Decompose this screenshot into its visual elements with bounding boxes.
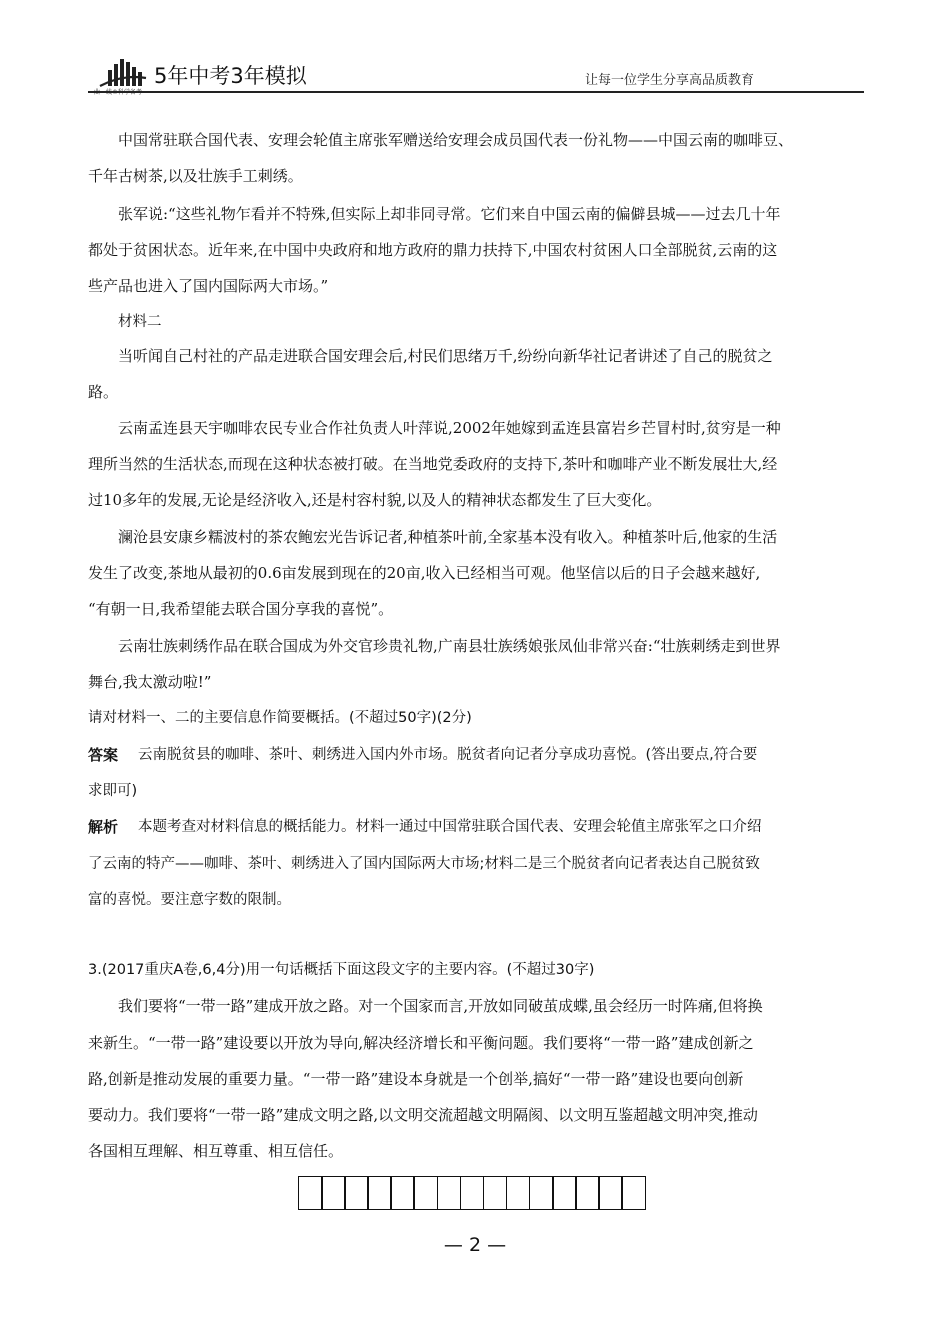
material-two-paragraph: 理所当然的生活状态,而现在这种状态被打破。在当地党委政府的支持下,茶叶和咖啡产业不断发展壮大,经 bbox=[88, 455, 778, 473]
answer-box-cell[interactable] bbox=[460, 1176, 485, 1210]
material-two-paragraph: 过10多年的发展,无论是经济收入,还是村容村貌,以及人的精神状态都发生了巨大变化。 bbox=[88, 491, 662, 509]
material-two-paragraph: 发生了改变,茶地从最初的0.6亩发展到现在的20亩,收入已经相当可观。他坚信以后的日子会越来越好, bbox=[88, 564, 761, 582]
passage-line: 来新生。“一带一路”建设要以开放为导向,解决经济增长和平衡问题。我们要将“一带一路”建成创新之 bbox=[88, 1034, 754, 1052]
page-number: — 2 — bbox=[443, 1234, 507, 1256]
answer-box-cell[interactable] bbox=[506, 1176, 531, 1210]
material-one-paragraph: 都处于贫困状态。近年来,在中国中央政府和地方政府的鼎力扶持下,中国农村贫困人口全部脱贫,云南的这 bbox=[88, 241, 778, 259]
passage-line: 路,创新是推动发展的重要力量。“一带一路”建设本身就是一个创举,搞好“一带一路”建设也要向创新 bbox=[88, 1070, 744, 1088]
answer-box-cell[interactable] bbox=[321, 1176, 346, 1210]
analysis-text: 本题考查对材料信息的概括能力。材料一通过中国常驻联合国代表、安理会轮值主席张军之口介绍 bbox=[138, 819, 762, 835]
passage-line: 要动力。我们要将“一带一路”建成文明之路,以文明交流超越文明隔阂、以文明互鉴超越文明冲突,推动 bbox=[88, 1106, 758, 1124]
material-two-paragraph: 云南壮族刺绣作品在联合国成为外交官珍贵礼物,广南县壮族绣娘张凤仙非常兴奋:“壮族刺绣走到世界 bbox=[118, 637, 781, 655]
answer-box-cell[interactable] bbox=[552, 1176, 577, 1210]
answer-box-cell[interactable] bbox=[344, 1176, 369, 1210]
material-two-paragraph: “有朝一日,我希望能去联合国分享我的喜悦”。 bbox=[88, 600, 394, 618]
building-logo-icon bbox=[98, 56, 148, 90]
material-two-heading: 材料二 bbox=[118, 314, 162, 330]
analysis-label: 解析 bbox=[88, 818, 119, 836]
passage-line: 我们要将“一带一路”建成开放之路。对一个国家而言,开放如同破茧成蝶,虽会经历一时阵痛,但将换 bbox=[118, 997, 763, 1015]
answer-box-cell[interactable] bbox=[367, 1176, 392, 1210]
answer-box-cell[interactable] bbox=[529, 1176, 554, 1210]
material-one-paragraph: 千年古树茶,以及壮族手工刺绣。 bbox=[88, 167, 303, 185]
answer-box-cell[interactable] bbox=[575, 1176, 600, 1210]
analysis-text: 了云南的特产——咖啡、茶叶、刺绣进入了国内国际两大市场;材料二是三个脱贫者向记者表达自己脱贫致 bbox=[88, 856, 760, 872]
answer-label: 答案 bbox=[88, 746, 119, 764]
question-prompt: 请对材料一、二的主要信息作简要概括。(不超过50字)(2分) bbox=[88, 710, 472, 726]
question-stem: 3.(2017重庆A卷,6,4分)用一句话概括下面这段文字的主要内容。(不超过30字) bbox=[88, 962, 595, 978]
answer-box-cell[interactable] bbox=[298, 1176, 323, 1210]
answer-box-cell[interactable] bbox=[598, 1176, 623, 1210]
page-header bbox=[88, 52, 864, 92]
answer-box-cell[interactable] bbox=[390, 1176, 415, 1210]
passage-line: 各国相互理解、相互尊重、相互信任。 bbox=[88, 1142, 344, 1160]
answer-text: 云南脱贫县的咖啡、茶叶、刺绣进入国内外市场。脱贫者向记者分享成功喜悦。(答出要点,符合要 bbox=[138, 747, 758, 763]
answer-box-cell[interactable] bbox=[437, 1176, 462, 1210]
answer-box-grid[interactable] bbox=[298, 1176, 655, 1212]
header-slogan: 让每一位学生分享高品质教育 bbox=[584, 73, 754, 88]
analysis-text: 富的喜悦。要注意字数的限制。 bbox=[88, 892, 291, 908]
material-two-paragraph: 当听闻自己村社的产品走进联合国安理会后,村民们思绪万千,纷纷向新华社记者讲述了自己的脱贫之 bbox=[118, 347, 773, 365]
material-one-paragraph: 张军说:“这些礼物乍看并不特殊,但实际上却非同寻常。它们来自中国云南的偏僻县城——过去几十年 bbox=[118, 205, 781, 223]
material-one-paragraph: 些产品也进入了国内国际两大市场。” bbox=[88, 277, 329, 295]
material-one-paragraph: 中国常驻联合国代表、安理会轮值主席张军赠送给安理会成员国代表一份礼物——中国云南的咖啡豆、 bbox=[118, 131, 794, 149]
material-two-paragraph: 舞台,我太激动啦!” bbox=[88, 673, 212, 691]
answer-box-cell[interactable] bbox=[621, 1176, 646, 1210]
answer-text: 求即可) bbox=[88, 783, 138, 799]
material-two-paragraph: 路。 bbox=[88, 383, 119, 401]
material-two-paragraph: 澜沧县安康乡糯波村的茶农鲍宏光告诉记者,种植茶叶前,全家基本没有收入。种植茶叶后,他家的生活 bbox=[118, 528, 778, 546]
answer-box-cell[interactable] bbox=[483, 1176, 508, 1210]
answer-box-cell[interactable] bbox=[413, 1176, 438, 1210]
material-two-paragraph: 云南孟连县天宇咖啡农民专业合作社负责人叶萍说,2002年她嫁到孟连县富岩乡芒冒村时,贫穷是一种 bbox=[118, 419, 781, 437]
header-divider bbox=[88, 91, 864, 93]
brand-title: 5年中考3年模拟 bbox=[154, 64, 307, 88]
